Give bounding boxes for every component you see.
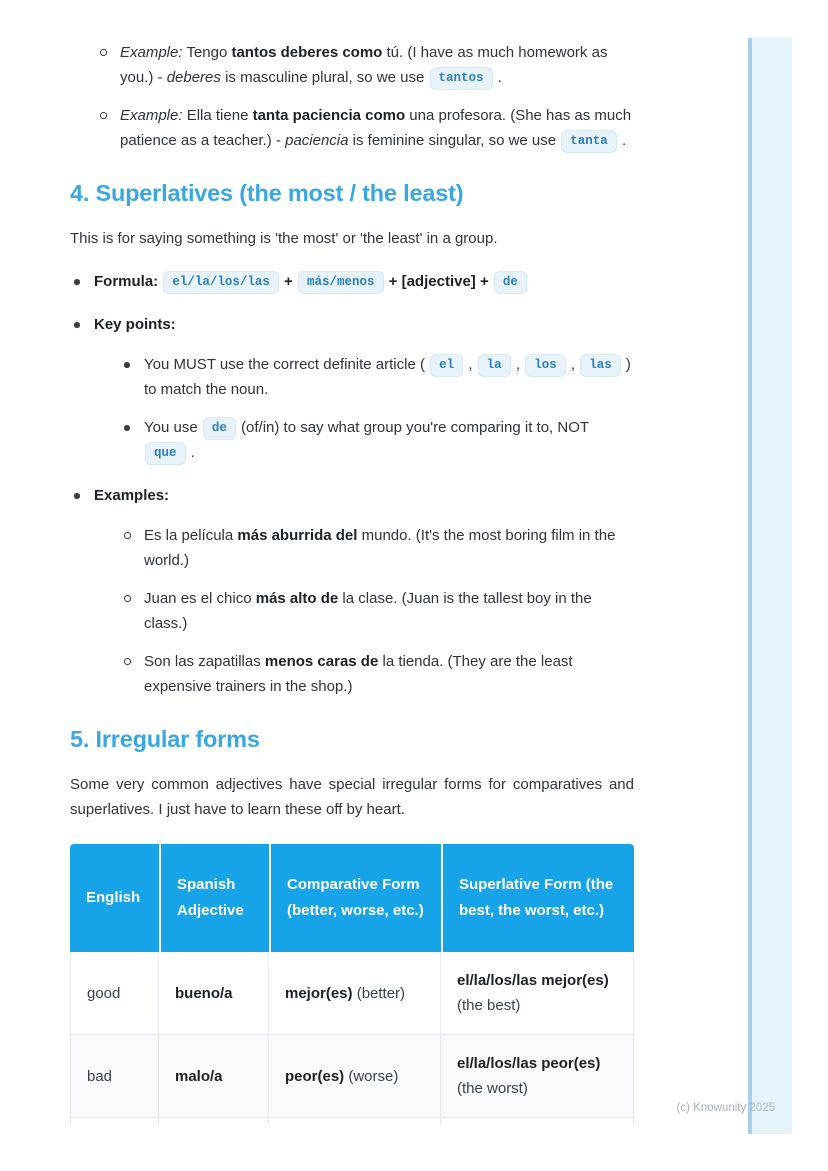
list-item-text: You MUST use the correct definite article ( el , la , los , las ) to match the noun.: [144, 356, 631, 398]
cell-superlative-form: el/la/los/las peor(es) (the worst): [441, 1035, 634, 1118]
table-row-clipped: [70, 1118, 634, 1125]
table-row: [70, 952, 634, 1035]
irregular-forms-table: [70, 844, 634, 1125]
inline-code-chip: que: [145, 442, 186, 465]
section-4-list: [70, 269, 634, 699]
list-item: [96, 40, 634, 90]
list-item: [120, 586, 634, 636]
list-item: [120, 352, 634, 402]
list-item-text: Es la película más aburrida del mundo. (It's the most boring film in the world.): [144, 527, 616, 569]
inline-code-chip: la: [478, 354, 511, 377]
list-item: [120, 523, 634, 573]
table-header-row: [70, 844, 634, 952]
column-header-superlative-form: Superlative Form (the best, the worst, etc.): [441, 844, 634, 952]
section-4-intro: This is for saying something is 'the most' or 'the least' in a group.: [70, 230, 498, 247]
list-item: [96, 103, 634, 153]
table-row: [70, 1035, 634, 1118]
inline-code-chip: de: [494, 271, 527, 294]
inline-code-chip: las: [580, 354, 621, 377]
examples-label: Examples:: [94, 487, 170, 504]
section-4-heading: 4. Superlatives (the most / the least): [70, 180, 464, 206]
list-item-text: Son las zapatillas menos caras de la tienda. (They are the least expensive trainers in the shop.): [144, 653, 573, 695]
formula-item: [70, 269, 634, 294]
irregular-forms-table-wrapper: [70, 844, 634, 1125]
list-item-text: Example: Ella tiene tanta paciencia como una profesora. (She has as much patience as a teacher.) - paciencia is feminine singular, so we use tanta .: [120, 107, 631, 149]
formula-text: Formula: el/la/los/las + más/menos + [adjective] + de: [94, 273, 528, 290]
cell-english: bad: [70, 1035, 159, 1118]
list-item-text: Example: Tengo tantos deberes como tú. (I have as much homework as you.) - deberes is masculine plural, so we use tantos .: [120, 44, 607, 86]
column-header-english: English: [70, 844, 159, 952]
cell-spanish-adjective: bueno/a: [159, 952, 269, 1035]
cell-comparative-form: mejor(es) (better): [269, 952, 441, 1035]
section-5-intro: Some very common adjectives have special irregular forms for comparatives and superlatives. I just have to learn these off by heart.: [70, 776, 634, 818]
inline-code-chip: el: [430, 354, 463, 377]
column-header-comparative-form: Comparative Form (better, worse, etc.): [269, 844, 441, 952]
cell-spanish-adjective: malo/a: [159, 1035, 269, 1118]
key-points-item: [70, 312, 634, 465]
inline-code-chip: tantos: [430, 67, 493, 90]
list-item-text: You use de (of/in) to say what group you're comparing it to, NOT que .: [144, 419, 589, 461]
list-item-text: Juan es el chico más alto de la clase. (Juan is the tallest boy in the class.): [144, 590, 592, 632]
inline-code-chip: de: [203, 417, 236, 440]
highlight-bar: [748, 38, 792, 1134]
inline-code-chip: el/la/los/las: [163, 271, 279, 294]
cell-english: good: [70, 952, 159, 1035]
copyright-watermark: (c) Knowunity 2025: [676, 1102, 775, 1114]
key-points-list: [120, 352, 634, 465]
examples-list: [120, 523, 634, 699]
cell-comparative-form: peor(es) (worse): [269, 1035, 441, 1118]
list-item: [120, 649, 634, 699]
list-item: [120, 415, 634, 465]
section-5-heading: 5. Irregular forms: [70, 726, 260, 752]
inline-code-chip: más/menos: [298, 271, 384, 294]
tanto-examples-list: [96, 40, 634, 153]
column-header-spanish-adjective: Spanish Adjective: [159, 844, 269, 952]
inline-code-chip: tanta: [561, 130, 617, 153]
key-points-label: Key points:: [94, 316, 176, 333]
cell-superlative-form: el/la/los/las mejor(es) (the best): [441, 952, 634, 1035]
examples-item: [70, 483, 634, 699]
document-content: [70, 0, 634, 1125]
inline-code-chip: los: [525, 354, 566, 377]
